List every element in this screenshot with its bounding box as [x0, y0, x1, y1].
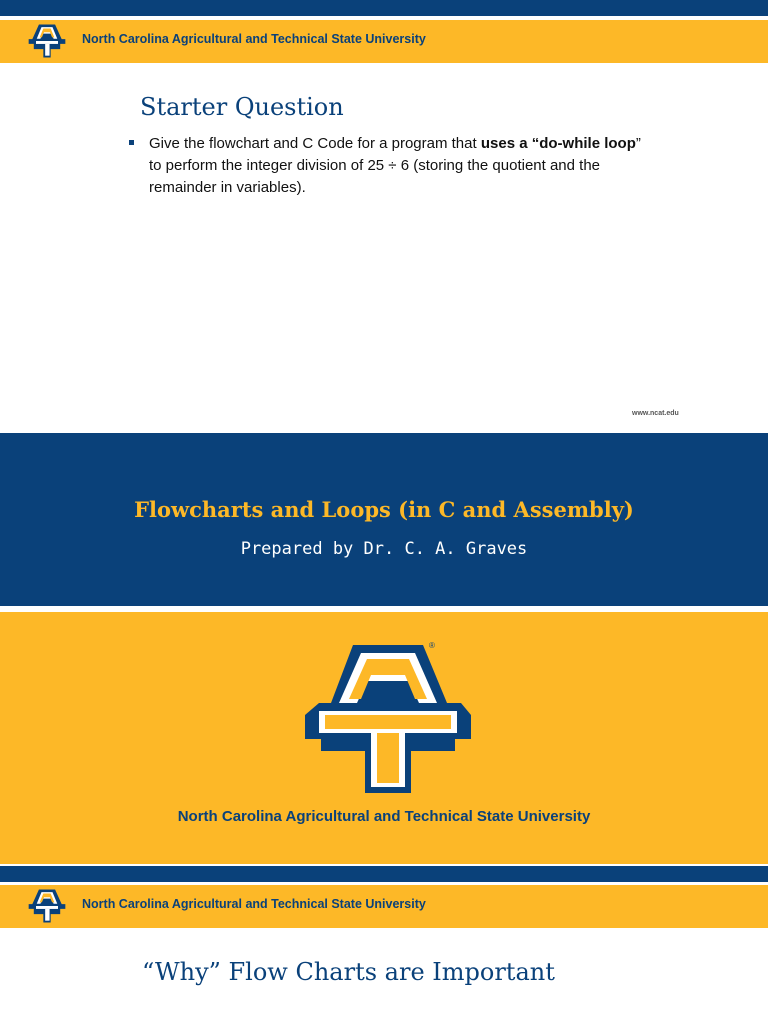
bullet-text-bold: uses a “do-while loop: [480, 135, 636, 152]
bullet-text-line2: to perform the integer division of 25 ÷ 6 (storing the quotient and the: [149, 157, 601, 174]
slide1-title: Starter Question: [140, 93, 344, 121]
bullet-text-quote: ”: [635, 135, 641, 152]
slide1-url: www.ncat.edu: [632, 410, 679, 417]
bullet-marker: [129, 140, 134, 145]
slide3-header-university: North Carolina Agricultural and Technical State University: [82, 897, 426, 911]
slide1-bullet-text: [149, 133, 709, 199]
slide3-title: “Why” Flow Charts are Important: [142, 958, 555, 986]
aggie-large-logo-icon: [305, 641, 471, 793]
slide1-header-university: North Carolina Agricultural and Technical State University: [82, 32, 426, 46]
registered-mark: ®: [429, 641, 435, 650]
aggie-logo-icon: [25, 22, 69, 60]
slide2-subtitle: Prepared by Dr. C. A. Graves: [240, 539, 528, 559]
slide3-top-strip: [0, 866, 768, 882]
slide2-university: North Carolina Agricultural and Technical State University: [177, 808, 591, 825]
bullet-text-line3: remainder in variables).: [149, 179, 306, 196]
slide2-title: Flowcharts and Loops (in C and Assembly): [134, 497, 634, 522]
aggie-logo-icon: [25, 887, 69, 925]
slide1-top-strip: [0, 0, 768, 16]
bullet-text-start: Give the flowchart and C Code for a program that: [149, 135, 481, 152]
